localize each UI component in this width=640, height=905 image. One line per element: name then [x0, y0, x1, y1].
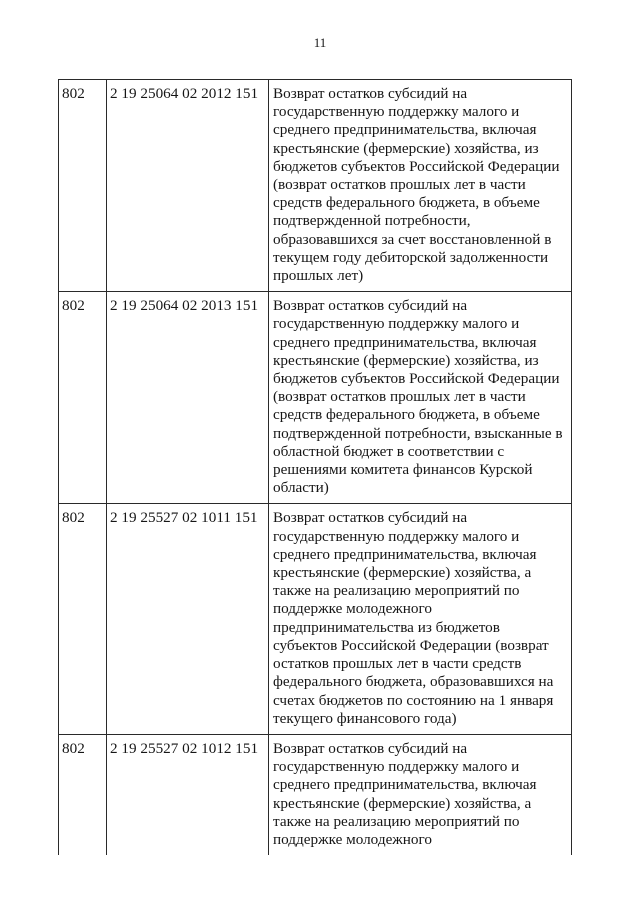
- description-cell: Возврат остатков субсидий на государственную поддержку малого и среднего предпринимательства, включая крестьянские (фермерские) хозяйства, а также на реализацию мероприятий по поддержке молодежного: [269, 734, 572, 855]
- budget-code-table: [58, 79, 572, 855]
- admin-code-cell: 802: [59, 734, 107, 855]
- description-cell: Возврат остатков субсидий на государственную поддержку малого и среднего предпринимательства, включая крестьянские (фермерские) хозяйства, а также на реализацию мероприятий по поддержке молодежного предпринимательства из бюджетов субъектов Российской Федерации (возврат остатков прошлых лет в части средств федерального бюджета, образовавшихся на счетах бюджетов по состоянию на 1 января текущего финансового года): [269, 504, 572, 734]
- table-row: [59, 504, 572, 734]
- budget-classification-code-cell: 2 19 25064 02 2013 151: [107, 292, 269, 504]
- admin-code-cell: 802: [59, 80, 107, 292]
- table-row: [59, 292, 572, 504]
- description-cell: Возврат остатков субсидий на государственную поддержку малого и среднего предпринимательства, включая крестьянские (фермерские) хозяйства, из бюджетов субъектов Российской Федерации (возврат остатков прошлых лет в части средств федерального бюджета, в объеме подтвержденной потребности, взысканные в областной бюджет в соответствии с решениями комитета финансов Курской области): [269, 292, 572, 504]
- admin-code-cell: 802: [59, 292, 107, 504]
- table-row: [59, 80, 572, 292]
- budget-classification-code-cell: 2 19 25064 02 2012 151: [107, 80, 269, 292]
- budget-classification-code-cell: 2 19 25527 02 1012 151: [107, 734, 269, 855]
- description-cell: Возврат остатков субсидий на государственную поддержку малого и среднего предпринимательства, включая крестьянские (фермерские) хозяйства, из бюджетов субъектов Российской Федерации (возврат остатков прошлых лет в части средств федерального бюджета, в объеме подтвержденной потребности, образовавшихся за счет восстановленной в текущем году дебиторской задолженности прошлых лет): [269, 80, 572, 292]
- budget-classification-code-cell: 2 19 25527 02 1011 151: [107, 504, 269, 734]
- table-row: [59, 734, 572, 855]
- page-number: 11: [313, 35, 327, 50]
- admin-code-cell: 802: [59, 504, 107, 734]
